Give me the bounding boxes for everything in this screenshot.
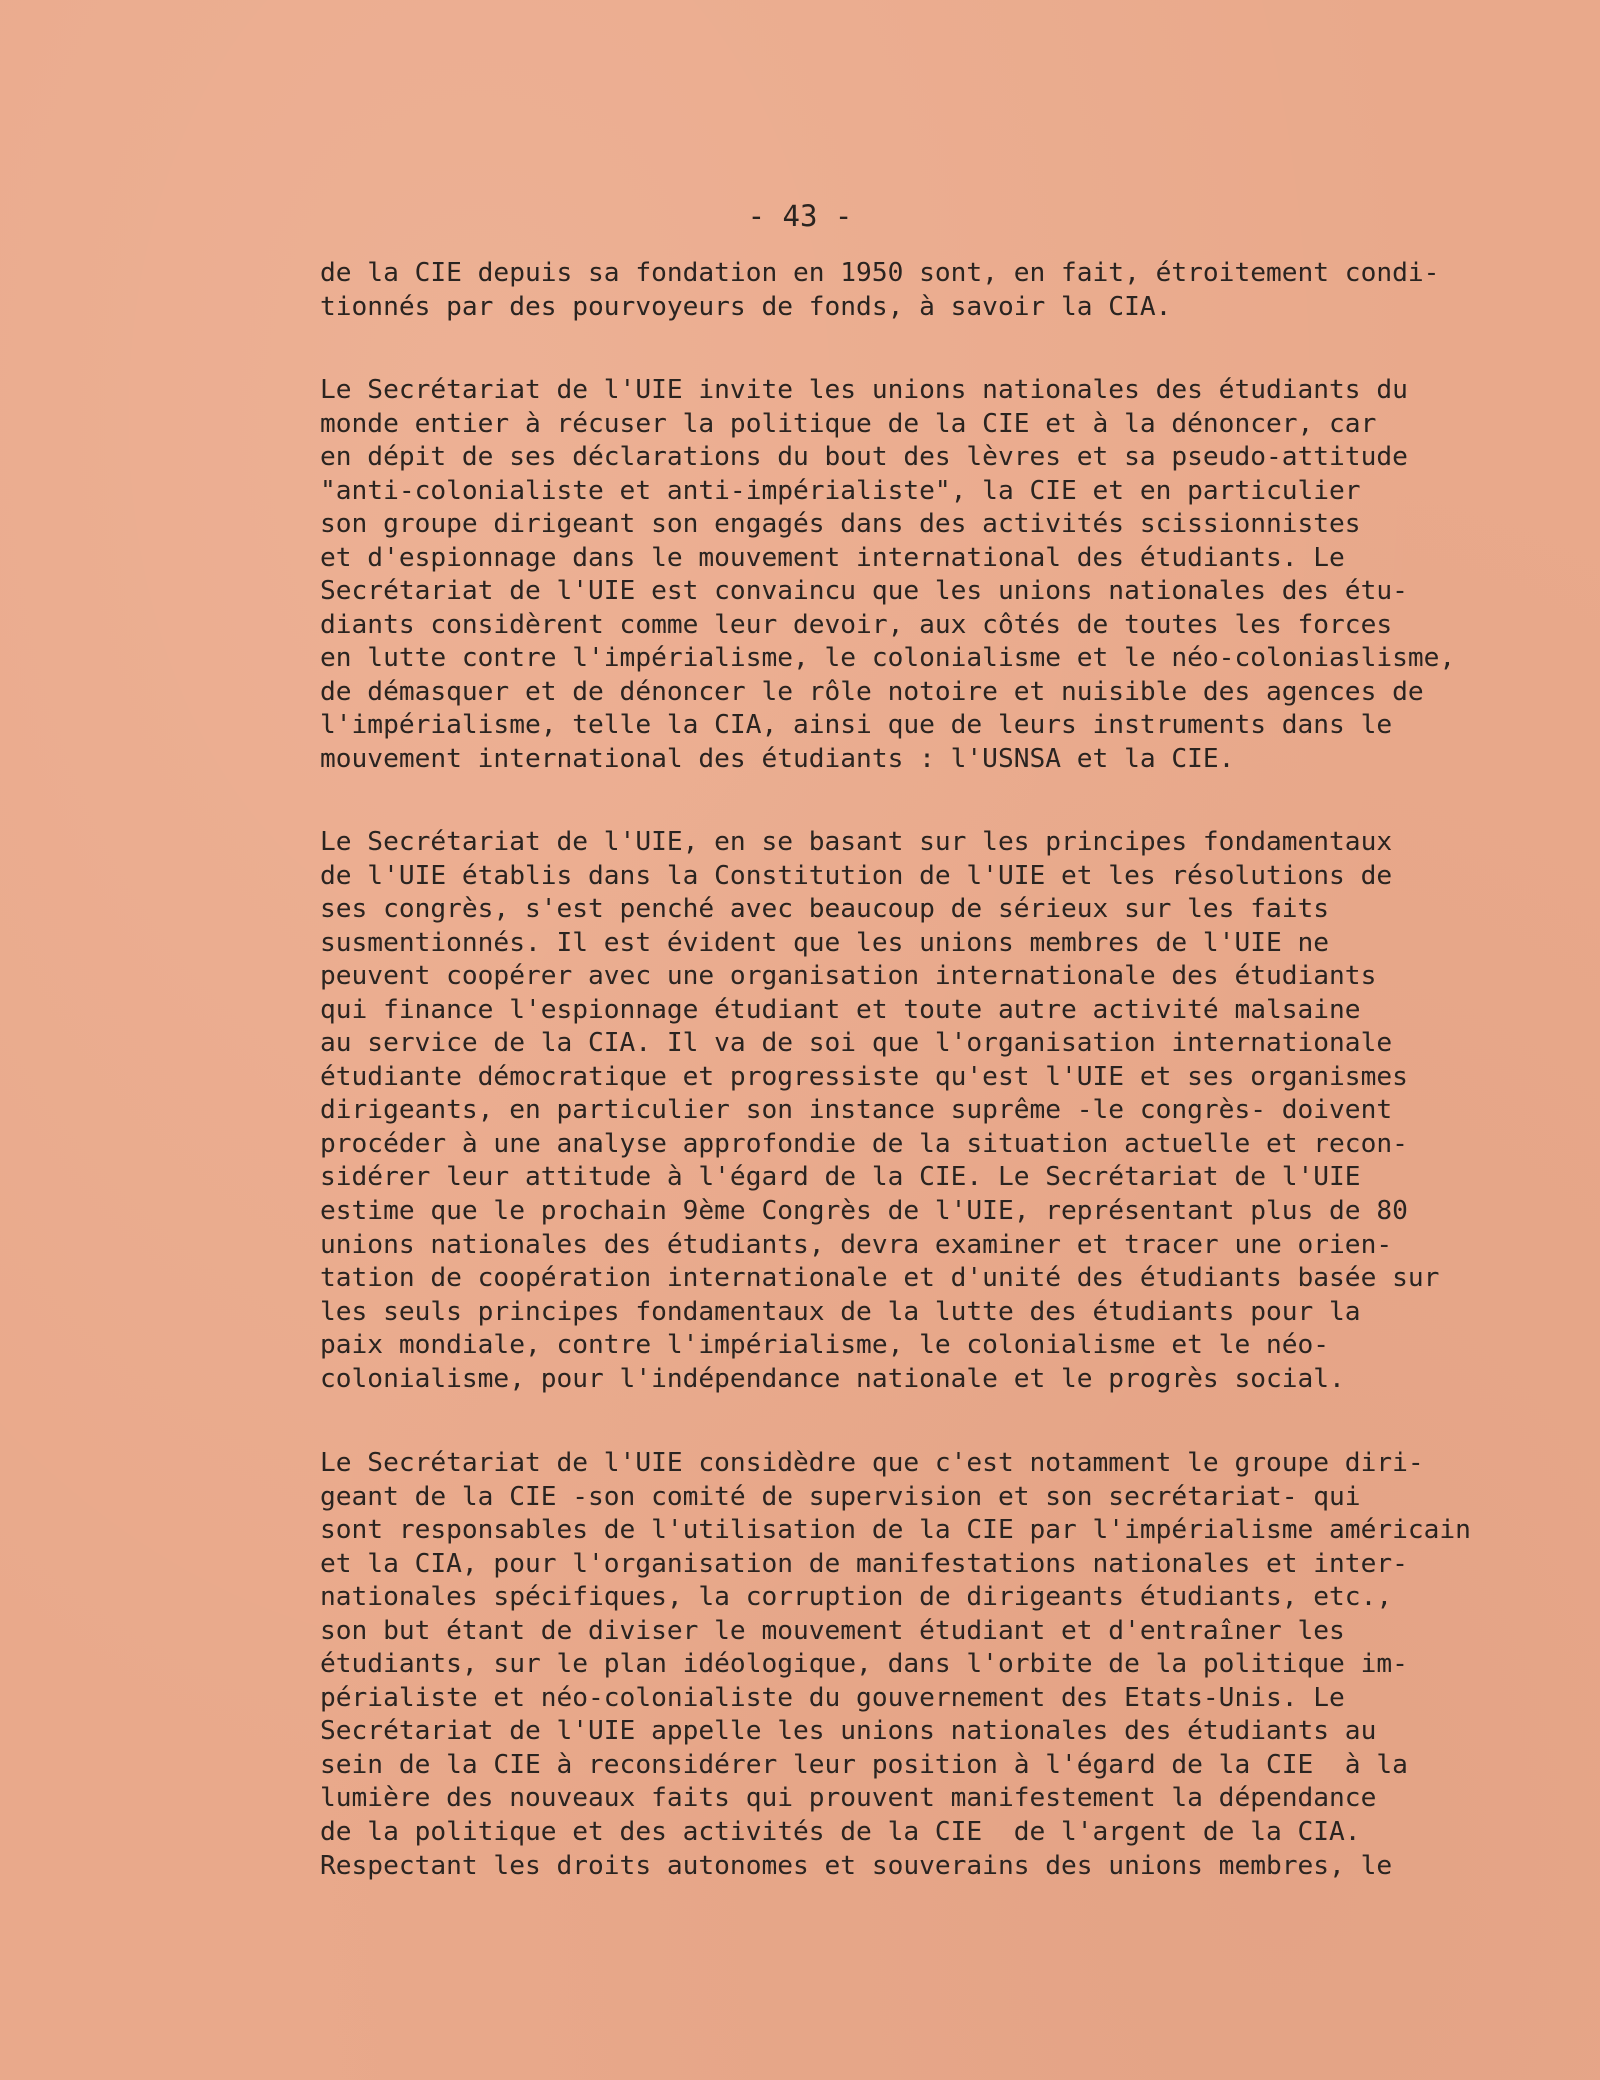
text-line: en dépit de ses déclarations du bout des lèvres et sa pseudo-attitude bbox=[320, 442, 1408, 473]
paragraph-1 bbox=[320, 257, 1439, 324]
text-line: ses congrès, s'est penché avec beaucoup de sérieux sur les faits bbox=[320, 894, 1330, 925]
text-line: paix mondiale, contre l'impérialisme, le colonialisme et le néo- bbox=[320, 1330, 1330, 1361]
text-line: de démasquer et de dénoncer le rôle notoire et nuisible des agences de bbox=[320, 676, 1424, 707]
text-line: peuvent coopérer avec une organisation internationale des étudiants bbox=[320, 961, 1377, 992]
text-line: et d'espionnage dans le mouvement international des étudiants. Le bbox=[320, 542, 1345, 573]
text-line: étudiants, sur le plan idéologique, dans l'orbite de la politique im- bbox=[320, 1649, 1408, 1680]
text-line: dirigeants, en particulier son instance suprême -le congrès- doivent bbox=[320, 1095, 1393, 1126]
text-line: susmentionnés. Il est évident que les unions membres de l'UIE ne bbox=[320, 927, 1330, 958]
text-line: diants considèrent comme leur devoir, aux côtés de toutes les forces bbox=[320, 609, 1393, 640]
text-line: et la CIA, pour l'organisation de manifestations nationales et inter- bbox=[320, 1548, 1408, 1579]
paragraph-4 bbox=[320, 1447, 1471, 1883]
text-line: sidérer leur attitude à l'égard de la CIE. Le Secrétariat de l'UIE bbox=[320, 1162, 1361, 1193]
text-line: de l'UIE établis dans la Constitution de l'UIE et les résolutions de bbox=[320, 860, 1393, 891]
text-line: de la politique et des activités de la CIE de l'argent de la CIA. bbox=[320, 1817, 1361, 1848]
text-line: geant de la CIE -son comité de supervision et son secrétariat- qui bbox=[320, 1481, 1361, 1512]
text-line: étudiante démocratique et progressiste qu'est l'UIE et ses organismes bbox=[320, 1061, 1408, 1092]
text-line: Le Secrétariat de l'UIE invite les unions nationales des étudiants du bbox=[320, 375, 1408, 405]
text-line: lumière des nouveaux faits qui prouvent manifestement la dépendance bbox=[320, 1783, 1377, 1814]
text-line: au service de la CIA. Il va de soi que l'organisation internationale bbox=[320, 1028, 1393, 1059]
text-line: tation de coopération internationale et d'unité des étudiants basée sur bbox=[320, 1263, 1440, 1294]
page-number: - 43 - bbox=[747, 199, 853, 233]
text-line: qui finance l'espionnage étudiant et toute autre activité malsaine bbox=[320, 994, 1361, 1025]
text-line: monde entier à récuser la politique de la CIE et à la dénoncer, car bbox=[320, 408, 1377, 439]
paragraph-3 bbox=[320, 826, 1439, 1396]
text-line: l'impérialisme, telle la CIA, ainsi que de leurs instruments dans le bbox=[320, 710, 1393, 741]
text-line: procéder à une analyse approfondie de la situation actuelle et recon- bbox=[320, 1128, 1408, 1159]
text-line: périaliste et néo-colonialiste du gouvernement des Etats-Unis. Le bbox=[320, 1682, 1345, 1713]
text-line: Respectant les droits autonomes et souverains des unions membres, le bbox=[320, 1850, 1393, 1881]
text-line: sont responsables de l'utilisation de la CIE par l'impérialisme américain bbox=[320, 1515, 1471, 1546]
text-line: colonialisme, pour l'indépendance nationale et le progrès social. bbox=[320, 1363, 1345, 1394]
text-line: tionnés par des pourvoyeurs de fonds, à savoir la CIA. bbox=[320, 291, 1172, 322]
text-line: en lutte contre l'impérialisme, le colonialisme et le néo-coloniaslisme, bbox=[320, 643, 1456, 674]
paragraph-2 bbox=[320, 374, 1455, 777]
text-line: son groupe dirigeant son engagés dans des activités scissionnistes bbox=[320, 509, 1361, 540]
text-line: Le Secrétariat de l'UIE, en se basant sur les principes fondamentaux bbox=[320, 827, 1393, 857]
text-line: les seuls principes fondamentaux de la lutte des étudiants pour la bbox=[320, 1296, 1361, 1327]
text-line: sein de la CIE à reconsidérer leur position à l'égard de la CIE à la bbox=[320, 1749, 1408, 1780]
text-line: Secrétariat de l'UIE appelle les unions nationales des étudiants au bbox=[320, 1716, 1377, 1747]
text-line: estime que le prochain 9ème Congrès de l'UIE, représentant plus de 80 bbox=[320, 1196, 1408, 1227]
text-line: de la CIE depuis sa fondation en 1950 sont, en fait, étroitement condi- bbox=[320, 258, 1440, 288]
text-line: son but étant de diviser le mouvement étudiant et d'entraîner les bbox=[320, 1615, 1345, 1646]
text-line: nationales spécifiques, la corruption de dirigeants étudiants, etc., bbox=[320, 1582, 1393, 1613]
text-line: unions nationales des étudiants, devra examiner et tracer une orien- bbox=[320, 1229, 1393, 1260]
text-line: Secrétariat de l'UIE est convaincu que les unions nationales des étu- bbox=[320, 576, 1408, 607]
text-line: "anti-colonialiste et anti-impérialiste", la CIE et en particulier bbox=[320, 475, 1361, 506]
text-line: mouvement international des étudiants : l'USNSA et la CIE. bbox=[320, 744, 1235, 775]
text-line: Le Secrétariat de l'UIE considèdre que c'est notamment le groupe diri- bbox=[320, 1448, 1424, 1478]
